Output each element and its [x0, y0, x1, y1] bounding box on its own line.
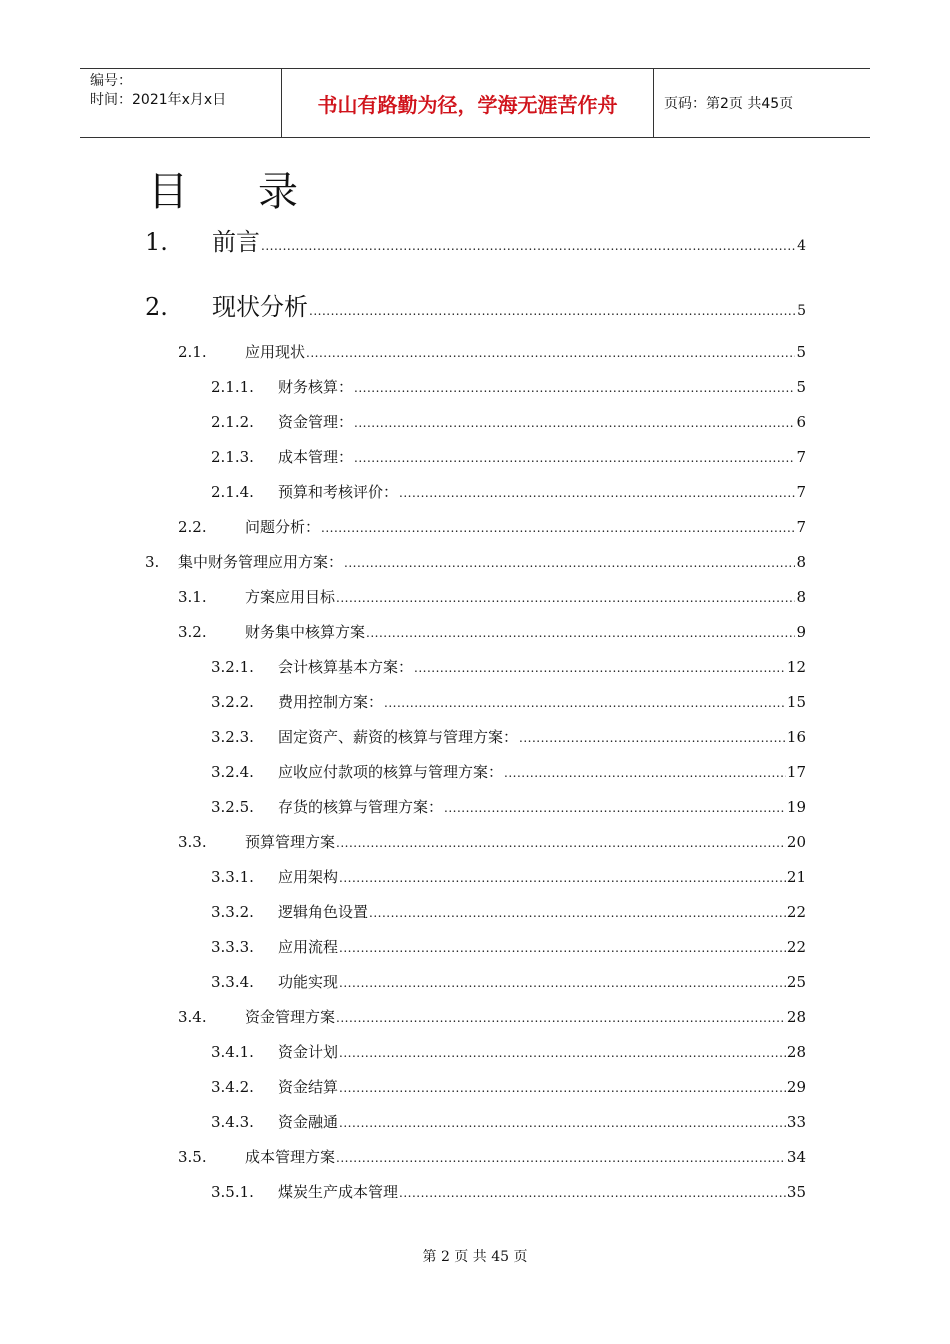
toc-entry[interactable]: [145, 287, 806, 322]
toc-entry-page: 15: [786, 693, 806, 711]
toc-dot-leader: [354, 451, 795, 465]
toc-entry[interactable]: [145, 551, 806, 572]
toc-entry[interactable]: [211, 796, 806, 817]
toc-entry-page: 22: [786, 903, 806, 921]
toc-entry-title: 应用流程: [278, 938, 339, 956]
toc-entry-title: 问题分析：: [245, 518, 321, 536]
toc-entry-page: 35: [786, 1183, 806, 1201]
toc-entry-number: 2.2.: [178, 518, 207, 536]
toc-entry-number: 3.4.2.: [211, 1078, 254, 1096]
toc-entry-page: 33: [786, 1113, 806, 1131]
toc-entry[interactable]: [178, 831, 806, 852]
toc-dot-leader: [339, 1116, 786, 1130]
toc-entry-number: 3.1.: [178, 588, 207, 606]
toc-entry-number: 3.4.1.: [211, 1043, 254, 1061]
toc-dot-leader: [339, 976, 786, 990]
toc-entry-title: 现状分析: [212, 293, 308, 321]
toc-entry[interactable]: [211, 691, 806, 712]
toc-entry[interactable]: [211, 481, 806, 502]
toc-dot-leader: [339, 1046, 786, 1060]
toc-dot-leader: [261, 239, 796, 253]
toc-entry-page: 5: [797, 303, 806, 319]
toc-entry-title: 预算管理方案: [245, 833, 336, 851]
toc-entry-number: 3.4.: [178, 1008, 207, 1026]
toc-entry-title: 资金结算: [278, 1078, 339, 1096]
page-header: [80, 68, 870, 138]
toc-entry[interactable]: [211, 1111, 806, 1132]
toc-entry-number: 3.2.2.: [211, 693, 254, 711]
toc-entry-title: 资金融通: [278, 1113, 339, 1131]
header-time-label: 时间：2021年x月x日: [90, 92, 227, 108]
toc-entry-number: 3.4.3.: [211, 1113, 254, 1131]
toc-entry-page: 7: [796, 518, 806, 536]
toc-entry-title: 煤炭生产成本管理: [278, 1183, 399, 1201]
toc-entry-title: 应用架构: [278, 868, 339, 886]
toc-dot-leader: [384, 696, 786, 710]
toc-entry-page: 7: [796, 483, 806, 501]
toc-entry[interactable]: [211, 446, 806, 467]
toc-entry-page: 16: [786, 728, 806, 746]
toc-entry[interactable]: [211, 1181, 806, 1202]
header-motto: 书山有路勤为径，学海无涯苦作舟: [282, 69, 654, 137]
toc-title: 目录: [148, 169, 368, 215]
toc-entry-number: 3.3.4.: [211, 973, 254, 991]
toc-dot-leader: [336, 1011, 786, 1025]
toc-entry-page: 20: [786, 833, 806, 851]
toc-dot-leader: [321, 521, 795, 535]
toc-entry-number: 3.5.1.: [211, 1183, 254, 1201]
toc-entry-number: 2.1.3.: [211, 448, 254, 466]
toc-entry-page: 8: [796, 588, 806, 606]
toc-entry[interactable]: [178, 621, 806, 642]
toc-entry-page: 8: [796, 553, 806, 571]
toc-dot-leader: [339, 871, 786, 885]
toc-entry-page: 12: [786, 658, 806, 676]
toc-dot-leader: [336, 836, 786, 850]
header-number-label: 编号：: [90, 73, 132, 89]
toc-entry-number: 3.2.3.: [211, 728, 254, 746]
header-page-info: 页码：第2页 共45页: [664, 96, 794, 112]
toc-dot-leader: [414, 661, 786, 675]
toc-entry-number: 2.1.: [178, 343, 207, 361]
toc-dot-leader: [399, 1186, 786, 1200]
toc-entry-title: 方案应用目标: [245, 588, 336, 606]
toc-entry-page: 25: [786, 973, 806, 991]
toc-entry-title: 资金计划: [278, 1043, 339, 1061]
toc-entry-page: 22: [786, 938, 806, 956]
toc-dot-leader: [309, 304, 796, 318]
toc-entry[interactable]: [178, 586, 806, 607]
toc-entry-number: 3.2.: [178, 623, 207, 641]
toc-dot-leader: [369, 906, 786, 920]
toc-entry[interactable]: [211, 761, 806, 782]
toc-entry-page: 19: [786, 798, 806, 816]
toc-entry-page: 4: [797, 238, 806, 254]
toc-dot-leader: [344, 556, 795, 570]
toc-entry-title: 财务核算：: [278, 378, 354, 396]
toc-dot-leader: [354, 416, 795, 430]
toc-dot-leader: [366, 626, 795, 640]
toc-entry-number: 3.3.3.: [211, 938, 254, 956]
toc-entry-title: 逻辑角色设置: [278, 903, 369, 921]
toc-dot-leader: [336, 591, 795, 605]
toc-entry-number: 3.2.4.: [211, 763, 254, 781]
toc-entry[interactable]: [178, 1146, 806, 1167]
toc-entry[interactable]: [211, 866, 806, 887]
toc-entry-title: 成本管理：: [278, 448, 354, 466]
toc-entry-page: 5: [796, 378, 806, 396]
toc-dot-leader: [339, 1081, 786, 1095]
toc-entry-title: 资金管理方案: [245, 1008, 336, 1026]
toc-entry[interactable]: [211, 1076, 806, 1097]
toc-entry[interactable]: [211, 726, 806, 747]
page-footer: 第 2 页 共 45 页: [422, 1249, 528, 1265]
toc-dot-leader: [399, 486, 795, 500]
toc-entry-page: 6: [796, 413, 806, 431]
toc-entry-title: 固定资产、薪资的核算与管理方案：: [278, 728, 519, 746]
toc-entry-page: 28: [786, 1008, 806, 1026]
toc-entry[interactable]: [211, 971, 806, 992]
toc-entry-number: 3.5.: [178, 1148, 207, 1166]
header-meta: [80, 69, 282, 137]
toc-entry[interactable]: [178, 341, 806, 362]
toc-entry-number: 3.2.1.: [211, 658, 254, 676]
toc-entry-number: 3.3.1.: [211, 868, 254, 886]
toc-dot-leader: [444, 801, 786, 815]
toc-dot-leader: [354, 381, 795, 395]
toc-dot-leader: [336, 1151, 786, 1165]
toc-entry[interactable]: [178, 516, 806, 537]
toc-entry-number: 2.1.1.: [211, 378, 254, 396]
toc-entry-title: 会计核算基本方案：: [278, 658, 414, 676]
toc-entry[interactable]: [211, 936, 806, 957]
toc-entry-page: 21: [786, 868, 806, 886]
toc-dot-leader: [519, 731, 786, 745]
toc-entry-number: 2.: [145, 293, 168, 321]
toc-entry-number: 3.3.2.: [211, 903, 254, 921]
toc-entry-page: 17: [786, 763, 806, 781]
toc-entry-number: 1.: [145, 228, 168, 256]
toc-entry-number: 2.1.4.: [211, 483, 254, 501]
toc-entry-title: 应收应付款项的核算与管理方案：: [278, 763, 504, 781]
toc-entry-page: 34: [786, 1148, 806, 1166]
toc-entry[interactable]: [211, 376, 806, 397]
toc-entry[interactable]: [211, 1041, 806, 1062]
toc-entry-title: 集中财务管理应用方案：: [178, 553, 344, 571]
toc-dot-leader: [306, 346, 795, 360]
toc-entry-title: 费用控制方案：: [278, 693, 384, 711]
toc-entry-page: 9: [796, 623, 806, 641]
toc-entry-number: 3.3.: [178, 833, 207, 851]
toc-entry-title: 应用现状: [245, 343, 306, 361]
toc-entry-title: 前言: [212, 228, 260, 256]
toc-dot-leader: [339, 941, 786, 955]
toc-entry[interactable]: [211, 656, 806, 677]
toc-entry-title: 资金管理：: [278, 413, 354, 431]
toc-entry-title: 存货的核算与管理方案：: [278, 798, 444, 816]
toc-entry-title: 成本管理方案: [245, 1148, 336, 1166]
toc-entry-page: 28: [786, 1043, 806, 1061]
toc-entry-title: 财务集中核算方案: [245, 623, 366, 641]
toc-dot-leader: [504, 766, 786, 780]
toc-entry-title: 预算和考核评价：: [278, 483, 399, 501]
toc-entry[interactable]: [178, 1006, 806, 1027]
toc-entry-title: 功能实现: [278, 973, 339, 991]
toc-entry[interactable]: [211, 411, 806, 432]
toc-entry-page: 7: [796, 448, 806, 466]
toc-entry[interactable]: [211, 901, 806, 922]
toc-entry-page: 29: [786, 1078, 806, 1096]
toc-entry-page: 5: [796, 343, 806, 361]
toc-entry-number: 3.: [145, 553, 160, 571]
toc-entry[interactable]: [145, 222, 806, 257]
toc-entry-number: 3.2.5.: [211, 798, 254, 816]
toc-entry-number: 2.1.2.: [211, 413, 254, 431]
